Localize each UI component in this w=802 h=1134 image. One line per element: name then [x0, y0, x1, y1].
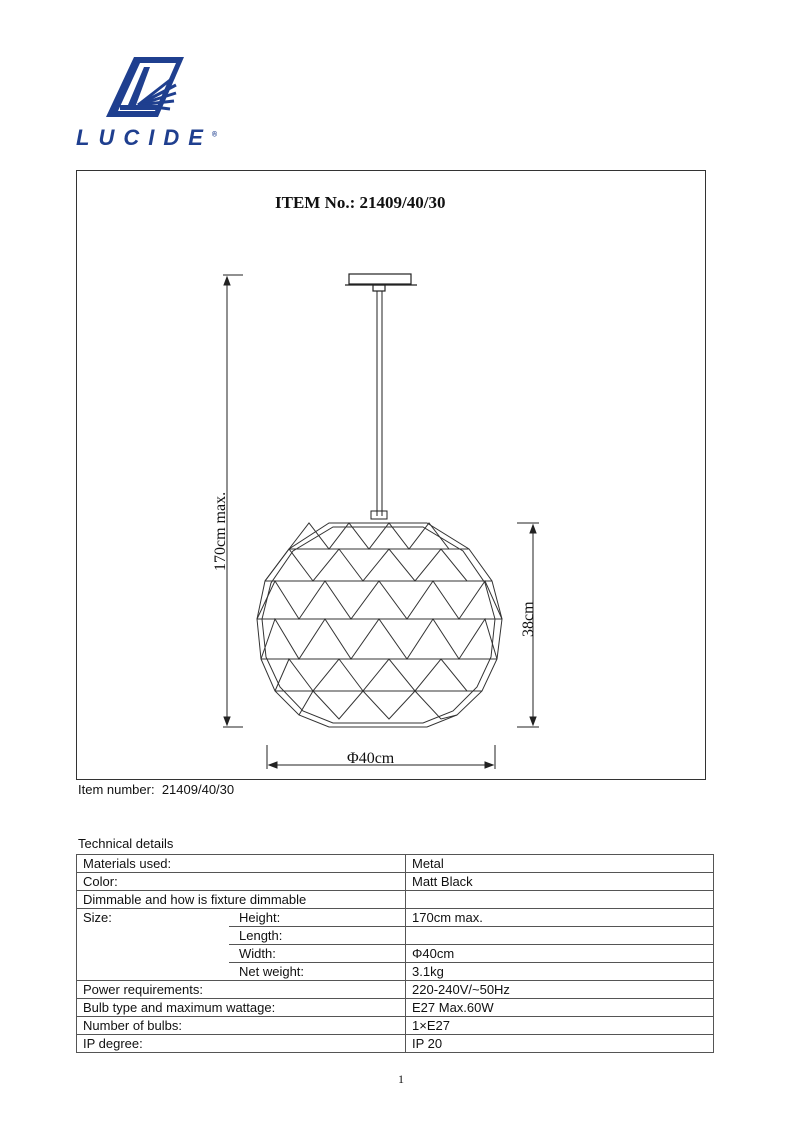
- shade-height-label: 38cm: [520, 601, 537, 637]
- pendant-lamp-drawing: [77, 171, 707, 781]
- row-sublabel: Height:: [229, 909, 406, 927]
- technical-drawing: [76, 170, 706, 780]
- row-value: E27 Max.60W: [406, 999, 714, 1017]
- table-row: [77, 963, 714, 981]
- row-label: Color:: [77, 873, 406, 891]
- suspension-cord: [371, 291, 387, 519]
- ceiling-canopy: [345, 274, 417, 291]
- item-number: Item number: 21409/40/30: [78, 782, 235, 797]
- technical-details-heading: Technical details: [78, 836, 174, 851]
- drawing-title: ITEM No.: 21409/40/30: [275, 193, 446, 212]
- row-sublabel: Width:: [229, 945, 406, 963]
- row-value: 220-240V/~50Hz: [406, 981, 714, 999]
- height-label: 170cm max.: [212, 491, 229, 571]
- table-row: [77, 945, 714, 963]
- row-label: Number of bulbs:: [77, 1017, 406, 1035]
- row-label: Power requirements:: [77, 981, 406, 999]
- row-value: IP 20: [406, 1035, 714, 1053]
- technical-details-table: [76, 854, 714, 1053]
- row-label: [77, 963, 230, 981]
- table-row: [77, 909, 714, 927]
- row-value: [406, 927, 714, 945]
- table-row: [77, 981, 714, 999]
- row-label: IP degree:: [77, 1035, 406, 1053]
- table-row: [77, 927, 714, 945]
- row-value: 170cm max.: [406, 909, 714, 927]
- row-label: Bulb type and maximum wattage:: [77, 999, 406, 1017]
- row-value: Matt Black: [406, 873, 714, 891]
- table-row: [77, 891, 714, 909]
- row-label: [77, 927, 230, 945]
- table-row: [77, 1035, 714, 1053]
- table-row: [77, 855, 714, 873]
- geometric-shade: [257, 523, 502, 727]
- page-number: 1: [398, 1072, 404, 1086]
- table-row: [77, 999, 714, 1017]
- row-value: Metal: [406, 855, 714, 873]
- diameter-label: Φ40cm: [347, 750, 395, 767]
- row-label: Materials used:: [77, 855, 406, 873]
- brand-name: LUCIDE®: [76, 125, 218, 150]
- row-value: Φ40cm: [406, 945, 714, 963]
- row-sublabel: Net weight:: [229, 963, 406, 981]
- lucide-logo-mark-icon: [76, 55, 216, 125]
- row-label: [77, 945, 230, 963]
- lucide-logo: [76, 55, 216, 155]
- row-label: Size:: [77, 909, 230, 927]
- row-sublabel: Length:: [229, 927, 406, 945]
- row-value: [406, 891, 714, 909]
- row-value: 1×E27: [406, 1017, 714, 1035]
- row-label: Dimmable and how is fixture dimmable: [77, 891, 406, 909]
- table-row: [77, 1017, 714, 1035]
- table-row: [77, 873, 714, 891]
- row-value: 3.1kg: [406, 963, 714, 981]
